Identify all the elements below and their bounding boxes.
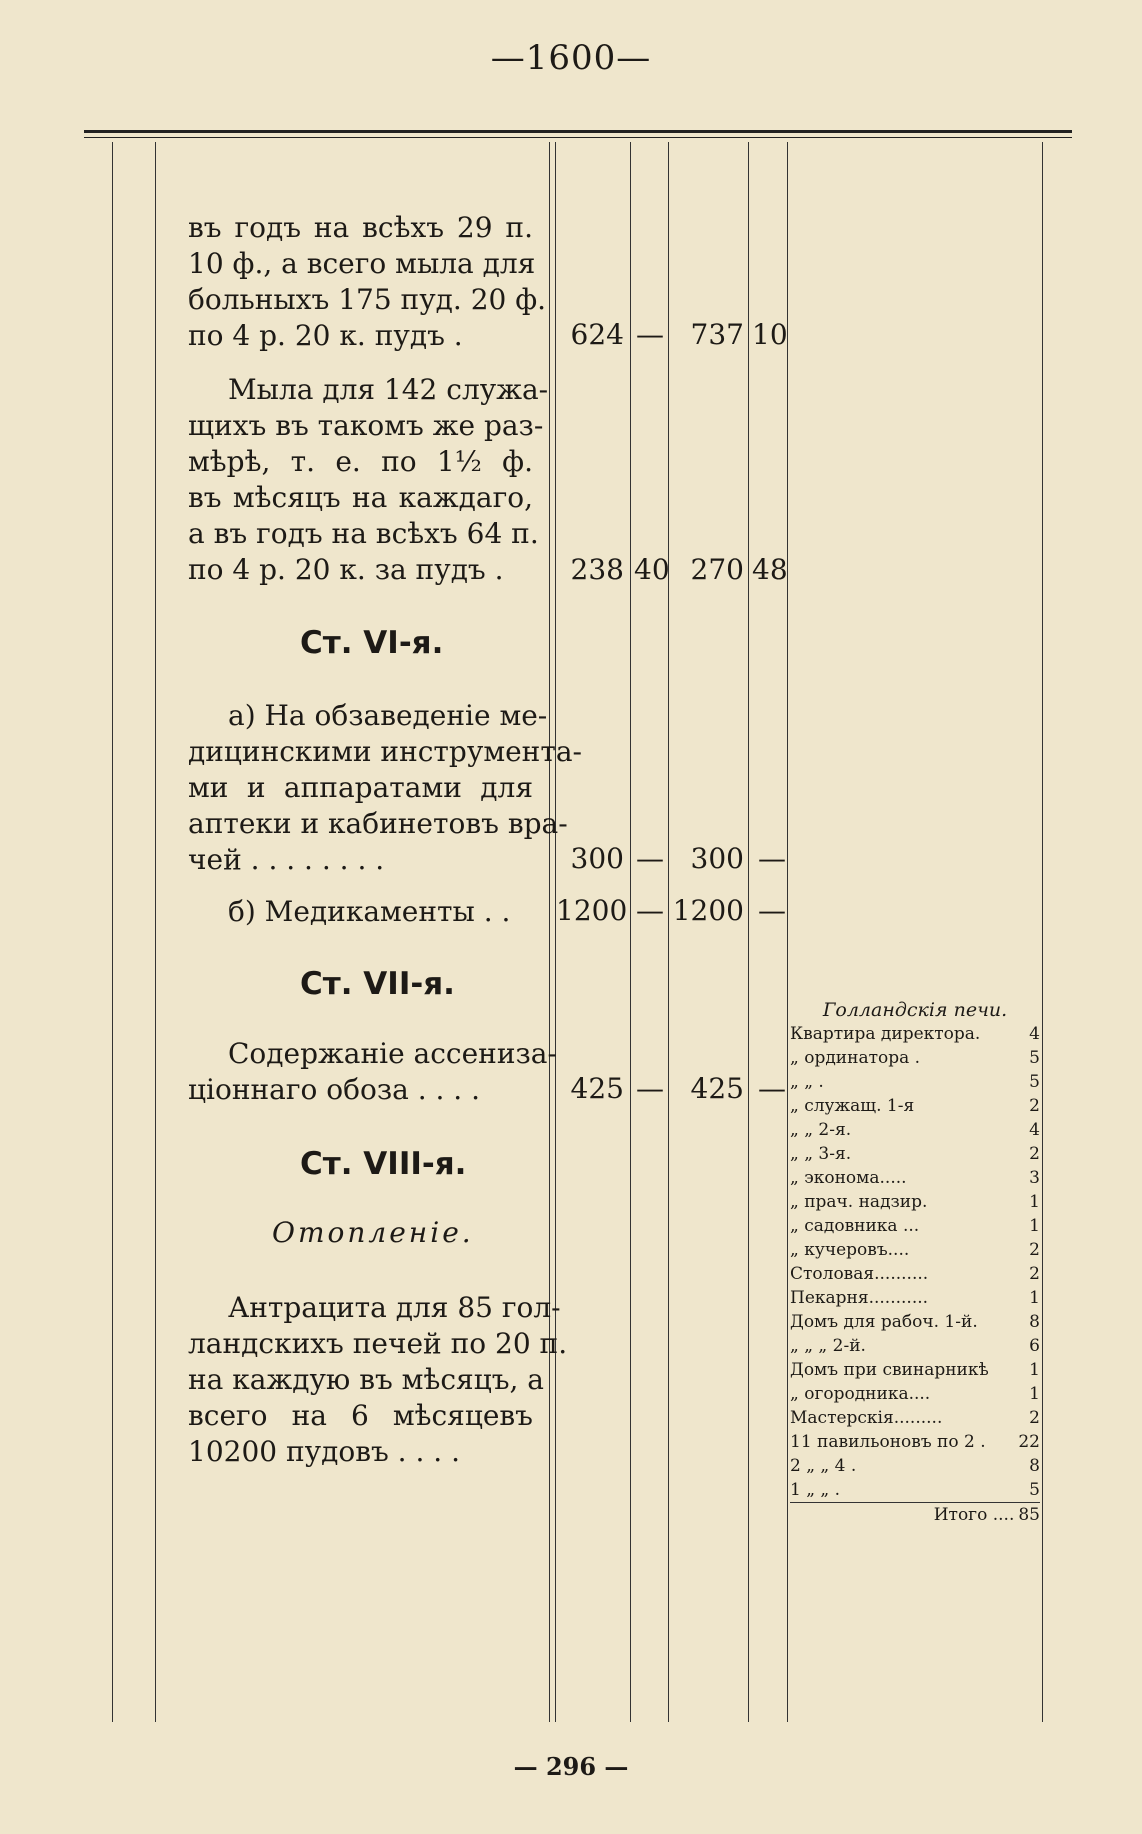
entry-line: дицинскими инструмента- [188, 735, 582, 768]
entry-line: б) Медикаменты . . [228, 895, 511, 928]
list-item: Домъ при свинарникѣ 1 [790, 1360, 1040, 1380]
list-item: „ кучеровъ.... 2 [790, 1240, 1040, 1260]
amount-a-rub: 425 [570, 1072, 624, 1105]
stove-list [790, 998, 1040, 1527]
entry-line: а въ годъ на всѣхъ 64 п. [188, 517, 539, 550]
amount-a-kop: — [636, 842, 664, 875]
list-item: „ „ 3-я. 2 [790, 1144, 1040, 1164]
entry-soap-patients [188, 210, 547, 354]
entry-line: Содержаніе ассениза- [228, 1037, 557, 1070]
bleed-through [880, 220, 1040, 258]
amount-a-rub: 300 [570, 842, 624, 875]
amount-b-rub: 300 [690, 842, 744, 875]
entry-line: Антрацита для 85 гол- [228, 1291, 561, 1324]
entry-soap-staff [188, 372, 549, 588]
list-item: Мастерскія......... 2 [790, 1408, 1040, 1428]
list-item: „ „ 2-я. 4 [790, 1120, 1040, 1140]
table-rule [668, 142, 669, 1722]
entry-line: въ годъ на всѣхъ 29 п. [188, 211, 533, 244]
amount-a-rub: 1200 [556, 894, 628, 927]
stove-list-title: Голландскія печи. [822, 999, 1008, 1021]
amount-b-kop: — [758, 1072, 786, 1105]
entry-line: чей . . . . . . . . [188, 843, 385, 876]
entry-sanitation [188, 1036, 557, 1108]
entry-line: а) На обзаведеніе ме- [228, 699, 548, 732]
entry-line: по 4 р. 20 к. пудъ . [188, 319, 463, 352]
list-item: Квартира директора. 4 [790, 1024, 1040, 1044]
list-item: „ садовника ... 1 [790, 1216, 1040, 1236]
list-item: „ „ . 5 [790, 1072, 1040, 1092]
list-item: „ „ „ 2-й. 6 [790, 1336, 1040, 1356]
entry-line: въ мѣсяцъ на каждаго, [188, 481, 533, 514]
amount-a-rub: 624 [570, 318, 624, 351]
list-item: 2 „ „ 4 . 8 [790, 1456, 1040, 1476]
page-number-bottom: — 296 — [513, 1752, 629, 1781]
article-heading: Ст. VIII-я. [300, 1146, 467, 1182]
entry-line: аптеки и кабинетовъ вра- [188, 807, 568, 840]
amount-b-rub: 737 [690, 318, 744, 351]
amount-a-kop: — [636, 318, 664, 351]
amount-a-kop: — [636, 1072, 664, 1105]
table-rule [155, 142, 156, 1722]
entry-line: Мыла для 142 служа- [228, 373, 549, 406]
header-rule [84, 130, 1072, 133]
amount-b-kop: — [758, 842, 786, 875]
entry-line: больныхъ 175 пуд. 20 ф. [188, 283, 547, 316]
entry-line: всего на 6 мѣсяцевъ [188, 1399, 533, 1432]
header-rule-thin [84, 137, 1072, 138]
amount-a-kop: — [636, 894, 664, 927]
amount-b-kop: 48 [752, 553, 788, 586]
entry-line: по 4 р. 20 к. за пудъ . [188, 553, 504, 586]
list-item: „ эконома..... 3 [790, 1168, 1040, 1188]
total-value: 85 [1018, 1505, 1040, 1525]
list-item: „ огородника.... 1 [790, 1384, 1040, 1404]
list-item: „ ординатора . 5 [790, 1048, 1040, 1068]
amount-b-rub: 425 [690, 1072, 744, 1105]
entry-line: 10 ф., а всего мыла для [188, 247, 536, 280]
entry-line: ціоннаго обоза . . . . [188, 1073, 481, 1106]
entry-instruments [188, 698, 582, 878]
entry-line: щихъ въ такомъ же раз- [188, 409, 544, 442]
table-rule [112, 142, 113, 1722]
amount-b-kop: — [758, 894, 786, 927]
list-item: 1 „ „ . 5 [790, 1480, 1040, 1500]
list-item: „ прач. надзир. 1 [790, 1192, 1040, 1212]
amount-a-kop: 40 [634, 553, 670, 586]
page-number-top: —1600— [490, 38, 652, 78]
amount-a-rub: 238 [570, 553, 624, 586]
table-rule [787, 142, 788, 1722]
table-rule [630, 142, 631, 1722]
table-rule [1042, 142, 1043, 1722]
entry-line: 10200 пудовъ . . . . [188, 1435, 460, 1468]
section-heating-title: Отопленіе. [272, 1216, 474, 1249]
list-item: Пекарня........... 1 [790, 1288, 1040, 1308]
list-item: Домъ для рабоч. 1-й. 8 [790, 1312, 1040, 1332]
total-label: Итого .... [933, 1505, 1015, 1525]
table-rule [555, 142, 556, 1722]
entry-line: мѣрѣ, т. е. по 1½ ф. [188, 445, 533, 478]
entry-line: ми и аппаратами для [188, 771, 533, 804]
article-heading: Ст. VI-я. [300, 625, 444, 661]
stove-total [790, 1503, 1040, 1527]
entry-line: ландскихъ печей по 20 п. [188, 1327, 568, 1360]
table-rule [549, 142, 550, 1722]
table-rule [748, 142, 749, 1722]
entry-line: на каждую въ мѣсяцъ, а [188, 1363, 545, 1396]
article-heading: Ст. VII-я. [300, 966, 455, 1002]
amount-b-rub: 270 [690, 553, 744, 586]
amount-b-rub: 1200 [672, 894, 744, 927]
list-item: 11 павильоновъ по 2 . 22 [790, 1432, 1040, 1452]
list-item: „ служащ. 1-я 2 [790, 1096, 1040, 1116]
amount-b-kop: 10 [752, 318, 788, 351]
list-item: Столовая.......... 2 [790, 1264, 1040, 1284]
entry-medicines [228, 894, 533, 930]
entry-anthracite [188, 1290, 568, 1470]
